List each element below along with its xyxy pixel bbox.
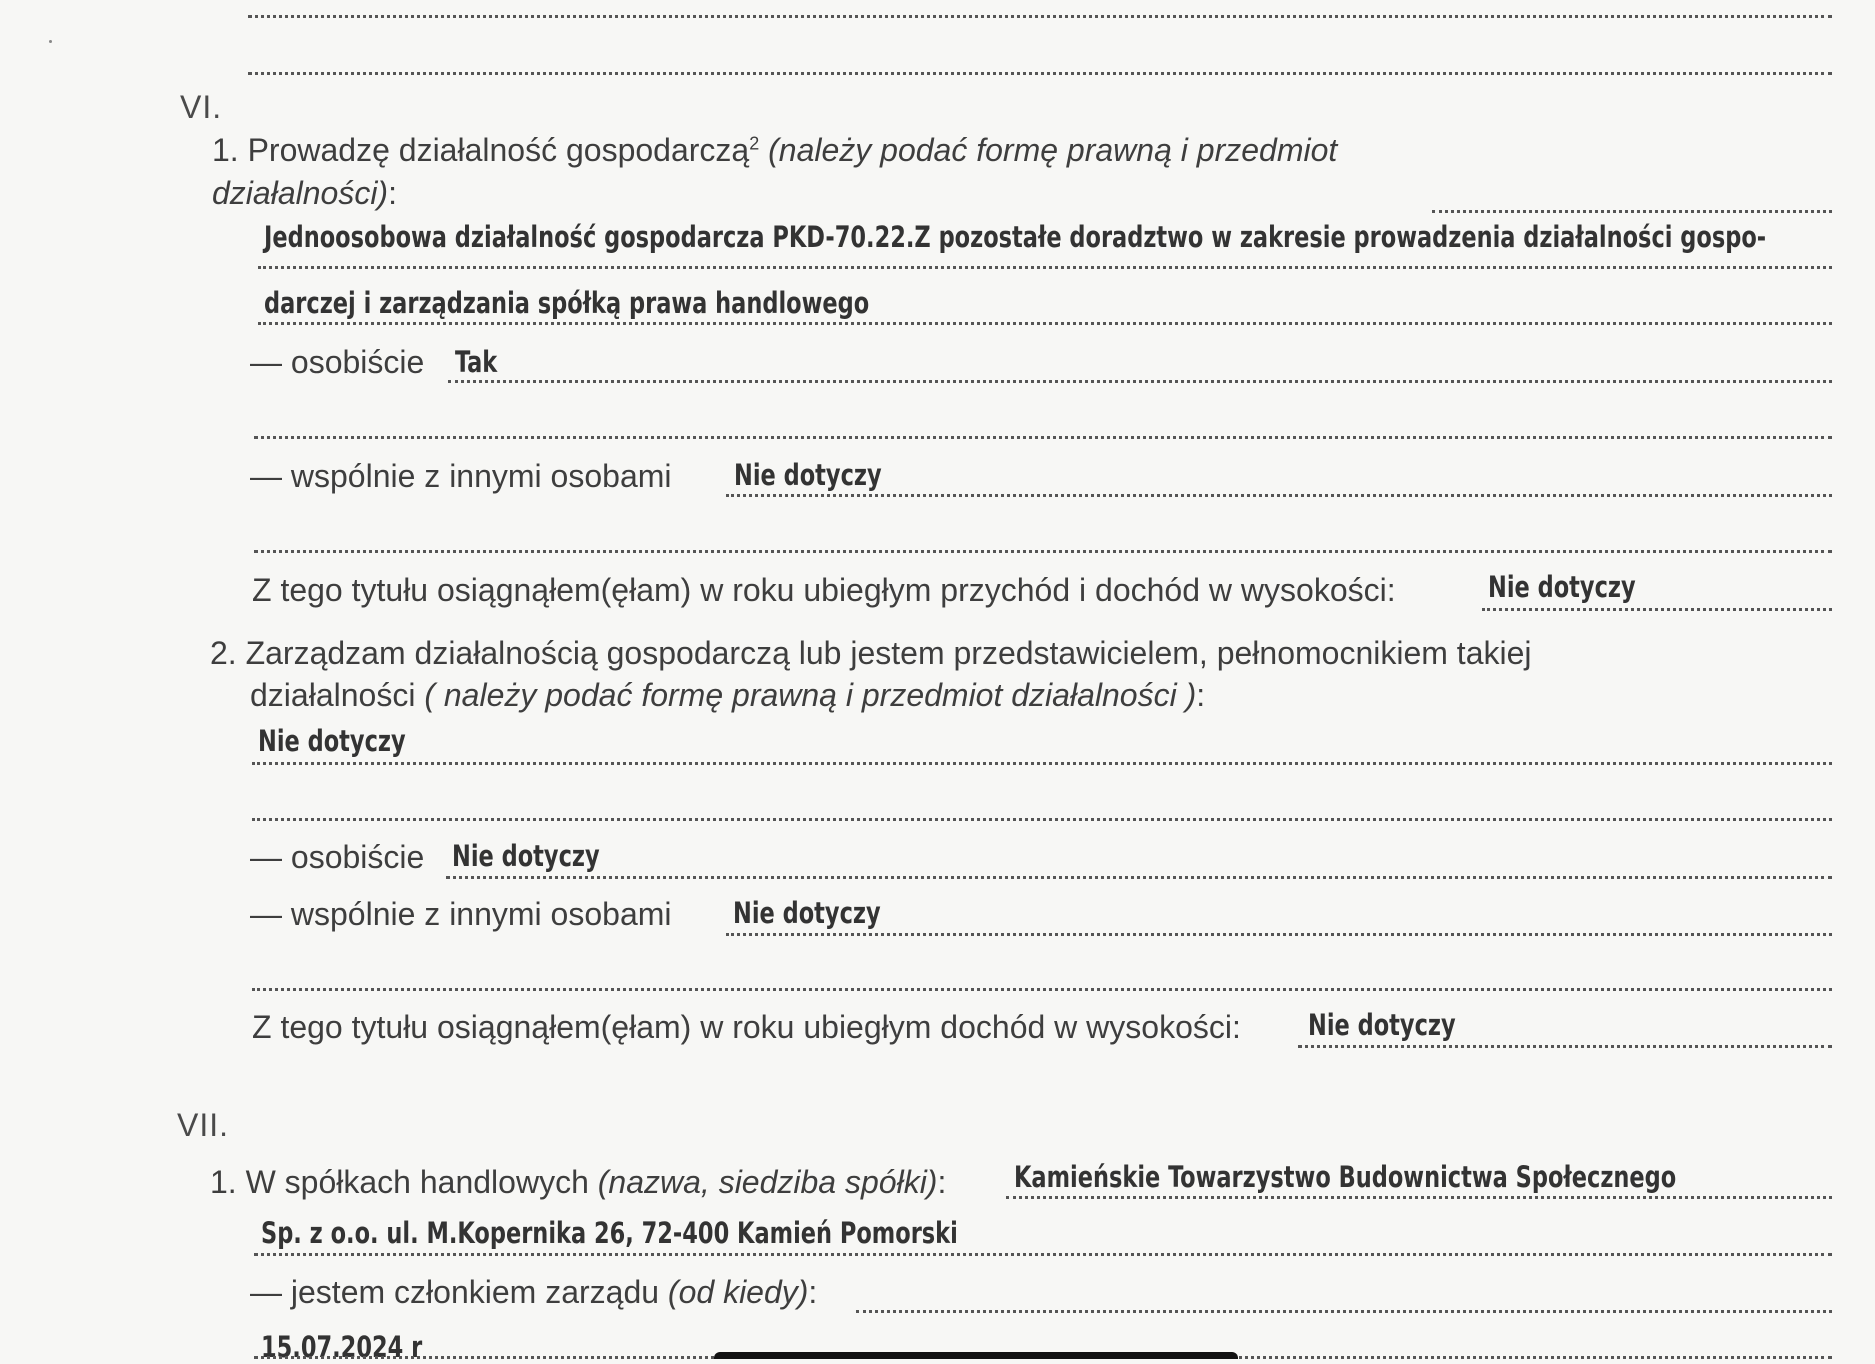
vi-item1-jointly-value: Nie dotyczy [734, 458, 882, 492]
section-vi-heading: VI. [180, 89, 223, 125]
vi-item1-answer-line2: darczej i zarządzania spółką prawa handlowego [264, 286, 870, 320]
answer-line [1432, 210, 1832, 213]
vi-item1-personally-label: — osobiście [250, 344, 425, 380]
vi-item1-personally-value: Tak [455, 345, 498, 379]
scan-speck [49, 40, 52, 43]
blank-line [254, 436, 1832, 439]
answer-line [1298, 1045, 1832, 1048]
vi-item1-label-cont: działalności): [212, 175, 397, 211]
answer-line [856, 1310, 1832, 1313]
vi-item1-answer-line1: Jednoosobowa działalność gospodarcza PKD-70.22.Z pozostałe doradztwo w zakresie prowadzenia działalności gospo- [264, 220, 1767, 254]
vi-item2-label-line2: działalności ( należy podać formę prawną i przedmiot działalności ): [250, 677, 1206, 713]
vi-item1-income-label: Z tego tytułu osiągnąłem(ęłam) w roku ubiegłym przychód i dochód w wysokości: [252, 572, 1396, 608]
answer-line [446, 876, 1832, 879]
vii-item1-label: 1. W spółkach handlowych (nazwa, siedziba spółki): [210, 1164, 947, 1200]
answer-line [726, 494, 1832, 497]
answer-line [252, 762, 1832, 765]
vi-item2-income-value: Nie dotyczy [1308, 1008, 1456, 1042]
blank-line [248, 15, 1832, 18]
vii-board-value: 15.07.2024 r [261, 1330, 423, 1364]
section-vii-heading: VII. [177, 1107, 230, 1143]
vii-item1-answer-line1: Kamieńskie Towarzystwo Budownictwa Społecznego [1014, 1160, 1677, 1194]
answer-line [1482, 608, 1832, 611]
answer-line [254, 1253, 1832, 1256]
blank-line [248, 72, 1832, 75]
answer-line [258, 322, 1832, 325]
vi-item1-jointly-label: — wspólnie z innymi osobami [250, 458, 672, 494]
vii-board-label: — jestem członkiem zarządu (od kiedy): [250, 1274, 818, 1310]
answer-line [1006, 1196, 1832, 1199]
blank-line [254, 550, 1832, 553]
vi-item2-personally-label: — osobiście [250, 839, 425, 875]
vi-item2-income-label: Z tego tytułu osiągnąłem(ęłam) w roku ubiegłym dochód w wysokości: [252, 1009, 1241, 1045]
answer-line [726, 933, 1832, 936]
blank-line [252, 818, 1832, 821]
vi-item2-personally-value: Nie dotyczy [452, 839, 600, 873]
answer-line [258, 266, 1832, 269]
vii-item1-answer-line2: Sp. z o.o. ul. M.Kopernika 26, 72-400 Kamień Pomorski [261, 1216, 958, 1250]
footnote-marker: 2 [749, 133, 760, 154]
vi-item2-label-line1: 2. Zarządzam działalnością gospodarczą lub jestem przedstawicielem, pełnomocnikiem takiej [210, 635, 1532, 671]
vi-item1-income-value: Nie dotyczy [1488, 570, 1636, 604]
vi-item2-jointly-label: — wspólnie z innymi osobami [250, 896, 672, 932]
vi-item2-answer-line1: Nie dotyczy [258, 724, 406, 758]
answer-line [448, 380, 1832, 383]
redaction-bar [714, 1352, 1238, 1359]
vi-item1-label: 1. Prowadzę działalność gospodarczą$^2$ (należy podać formę prawną i przedmiot [212, 132, 1338, 168]
vi-item2-jointly-value: Nie dotyczy [733, 896, 881, 930]
blank-line [252, 988, 1832, 991]
